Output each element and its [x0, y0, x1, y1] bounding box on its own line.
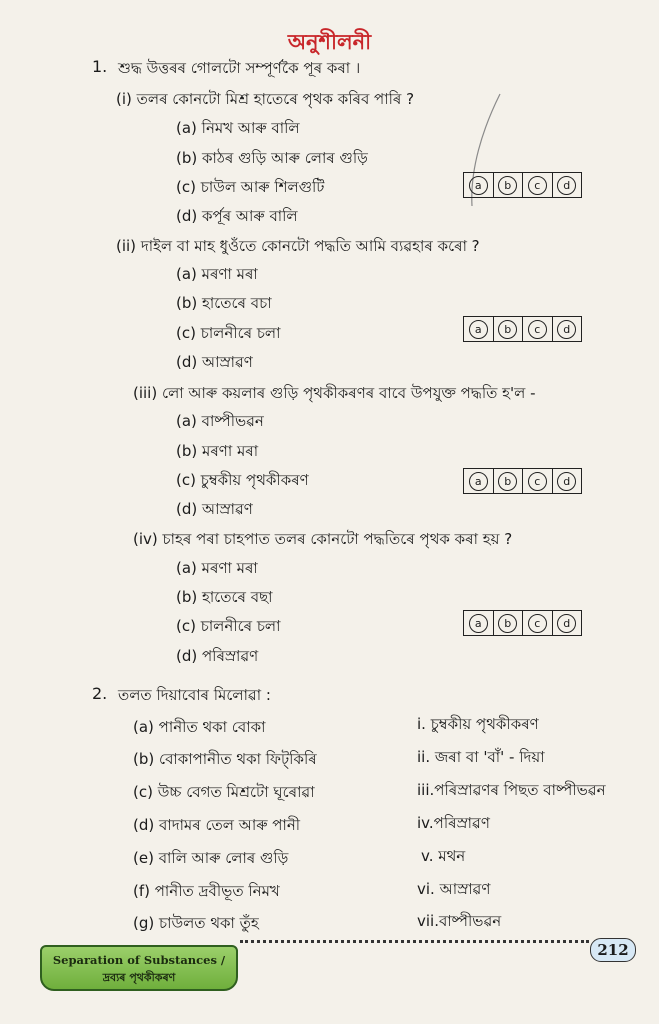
option-iii-b: (b) মৰণা মৰা [176, 442, 259, 460]
question-2-number: 2. [92, 684, 108, 703]
subquestion-i-number: (i) [116, 90, 132, 108]
subquestion-iv-number: (iv) [133, 530, 158, 548]
option-ii-d: (d) আস্ৰাৱণ [176, 353, 253, 371]
match-left-g: (g) চাউলত থকা তুঁহ [133, 914, 259, 932]
match-right-iv: iv.পৰিস্ৰাৱণ [417, 814, 490, 832]
question-1-text: শুদ্ধ উত্তৰৰ গোলটো সম্পূৰ্ণকৈ পূৰ কৰা । [118, 59, 361, 77]
chapter-title-english: Separation of Substances / [52, 953, 226, 967]
option-iv-b: (b) হাতেৰে বছা [176, 588, 273, 606]
subquestion-iii [133, 382, 536, 404]
page-number: 212 [590, 938, 636, 962]
match-right-vii: vii.বাষ্পীভৱন [417, 912, 502, 930]
bubble-d[interactable]: d [557, 614, 576, 633]
match-right-iii: iii.পৰিস্ৰাৱণৰ পিছত বাষ্পীভৱন [417, 781, 606, 799]
page-title: অনুশীলনী [287, 30, 372, 54]
answer-bubbles-ii[interactable] [463, 316, 582, 342]
match-right-vi: vi. আস্ৰাৱণ [417, 880, 491, 898]
match-left-e: (e) বালি আৰু লোৰ গুড়ি [133, 849, 289, 867]
option-iv-d: (d) পৰিস্ৰাৱণ [176, 647, 259, 665]
match-left-f: (f) পানীত দ্ৰবীভূত নিমখ [133, 882, 280, 900]
option-iv-a: (a) মৰণা মৰা [176, 559, 258, 577]
subquestion-iii-text: লো আৰু কয়লাৰ গুড়ি পৃথকীকৰণৰ বাবে উপযুক্ত পদ্ধতি হ'ল - [162, 384, 536, 402]
subquestion-iv-text: চাহৰ পৰা চাহপাত তলৰ কোনটো পদ্ধতিৰে পৃথক কৰা হয় ? [162, 530, 513, 548]
bubble-a[interactable]: a [469, 320, 488, 339]
bubble-a[interactable]: a [469, 176, 488, 195]
bubble-b[interactable]: b [498, 176, 517, 195]
match-left-c: (c) উচ্চ বেগত মিশ্ৰটো ঘূৰোৱা [133, 783, 315, 801]
option-i-c: (c) চাউল আৰু শিলগুটি [176, 178, 325, 196]
bubble-d[interactable]: d [557, 320, 576, 339]
bubble-c[interactable]: c [528, 176, 547, 195]
option-iii-c: (c) চুম্বকীয় পৃথকীকৰণ [176, 471, 309, 489]
bubble-d[interactable]: d [557, 472, 576, 491]
chapter-tab [40, 945, 238, 991]
option-ii-b: (b) হাতেৰে বচা [176, 294, 272, 312]
option-ii-c: (c) চালনীৰে চলা [176, 324, 281, 342]
bubble-b[interactable]: b [498, 614, 517, 633]
match-left-b: (b) বোকাপানীত থকা ফিট্‌কিৰি [133, 750, 317, 768]
subquestion-ii [116, 235, 480, 257]
option-i-d: (d) কৰ্পূৰ আৰু বালি [176, 207, 298, 225]
match-left-a: (a) পানীত থকা বোকা [133, 718, 266, 736]
bubble-c[interactable]: c [528, 472, 547, 491]
chapter-title-assamese: দ্ৰব্যৰ পৃথকীকৰণ [102, 971, 176, 984]
bubble-c[interactable]: c [528, 614, 547, 633]
bubble-c[interactable]: c [528, 320, 547, 339]
subquestion-ii-number: (ii) [116, 237, 137, 255]
option-iii-a: (a) বাষ্পীভৱন [176, 412, 264, 430]
match-right-ii: ii. জৰা বা 'বাঁ' - দিয়া [417, 748, 545, 766]
answer-bubbles-iv[interactable] [463, 610, 582, 636]
option-i-a: (a) নিমখ আৰু বালি [176, 119, 300, 137]
answer-bubbles-i[interactable] [463, 172, 582, 198]
match-right-v: v. মথন [421, 847, 466, 865]
bubble-b[interactable]: b [498, 472, 517, 491]
option-ii-a: (a) মৰণা মৰা [176, 265, 258, 283]
subquestion-iv [133, 528, 512, 550]
subquestion-i-text: তলৰ কোনটো মিশ্ৰ হাতেৰে পৃথক কৰিব পাৰি ? [136, 90, 415, 108]
subquestion-iii-number: (iii) [133, 384, 158, 402]
option-i-b: (b) কাঠৰ গুড়ি আৰু লোৰ গুড়ি [176, 149, 368, 167]
bubble-b[interactable]: b [498, 320, 517, 339]
option-iv-c: (c) চালনীৰে চলা [176, 617, 281, 635]
question-1-number: 1. [92, 57, 108, 76]
bubble-a[interactable]: a [469, 472, 488, 491]
subquestion-i [116, 88, 414, 110]
bubble-d[interactable]: d [557, 176, 576, 195]
match-right-i: i. চুম্বকীয় পৃথকীকৰণ [417, 715, 539, 733]
bubble-a[interactable]: a [469, 614, 488, 633]
question-2-text: তলত দিয়াবোৰ মিলোৱা : [118, 686, 271, 704]
answer-bubbles-iii[interactable] [463, 468, 582, 494]
match-left-d: (d) বাদামৰ তেল আৰু পানী [133, 816, 301, 834]
footer-dotted-rule [240, 940, 589, 943]
option-iii-d: (d) আস্ৰাৱণ [176, 500, 253, 518]
subquestion-ii-text: দাইল বা মাহ ধুওঁতে কোনটো পদ্ধতি আমি ব্যৱহাৰ কৰো ? [140, 237, 480, 255]
